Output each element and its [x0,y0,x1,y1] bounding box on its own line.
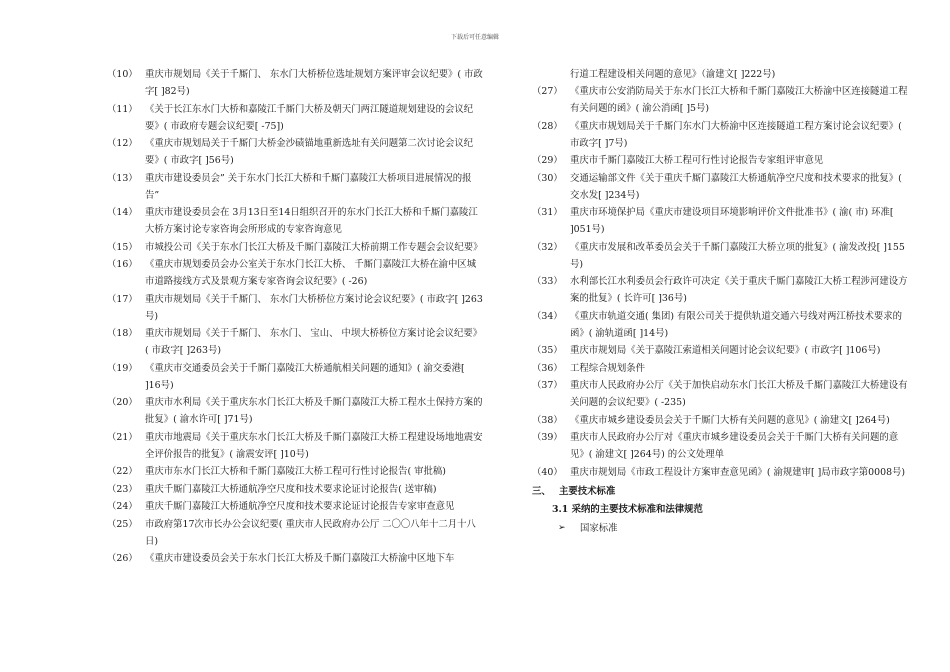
section-title: 主要技术标准 [559,485,616,497]
reference-text: 《重庆市规划委员会办公室关于东水门长江大桥、 千厮门嘉陵江大桥在渝中区城市道路接线方式及景观方案专家咨询会议纪要》( -26) [145,259,477,287]
reference-item [532,239,908,273]
reference-text: 重庆市环境保护局《重庆市建设项目环境影响评价文件批准书》( 渝( 市) 环准[ ]051号) [570,207,894,235]
reference-text: 工程综合规划条件 [570,362,646,374]
reference-text: 重庆市千厮门嘉陵江大桥工程可行性讨论报告专家组评审意见 [570,155,824,166]
reference-item [107,394,483,428]
page-header: 下载后可任意编辑 [450,34,499,41]
reference-item [532,308,908,342]
reference-text: 重庆市建设委员会在 3月13日至14日组织召开的东水门长江大桥和千厮门嘉陵江大桥方案讨论专家咨询会所形成的专家咨询意见 [145,207,478,235]
reference-number: （22） [107,466,138,477]
reference-number: （14） [107,207,138,218]
right-item-list [532,83,908,481]
reference-number: （39） [532,432,563,443]
section-heading [532,483,908,500]
reference-text: 市城投公司《关于东水门长江大桥及千厮门嘉陵江大桥前期工作专题会会议纪要》 [145,241,483,253]
reference-item [532,412,908,429]
reference-text: 重庆市地震局《关于重庆东水门长江大桥及千厮门嘉陵江大桥工程建设场地地震安全评价报告的批复》( 渝震安评[ ]10号) [145,431,483,460]
reference-text: 重庆市人民政府办公厅《关于加快启动东水门长江大桥及千厮门嘉陵江大桥建设有关问题的会议纪要》( -235) [570,380,908,408]
reference-item [107,256,483,290]
bullet-text: 国家标准 [580,522,618,534]
reference-item [107,360,483,394]
reference-text: 重庆市水利局《关于重庆东水门长江大桥及千厮门嘉陵江大桥工程水土保持方案的批复》( 渝水许可[ ]71号) [145,397,483,425]
reference-text: 重庆市规划局《关于千厮门、 东水门大桥桥位方案讨论会议纪要》( 市政字[ ]263号) [145,293,483,322]
reference-item [107,170,483,204]
reference-text: 重庆市规划局《关于嘉陵江索道相关问题讨论会议纪要》( 市政字[ ]106号) [570,345,881,356]
reference-number: （19） [107,362,138,374]
reference-item [532,118,908,152]
reference-text: 重庆市规划局《市政工程设计方案审查意见函》( 渝规建审[ ]局市政字第0008号) [570,466,906,478]
reference-number: （10） [107,69,138,80]
reference-text: 《重庆市城乡建设委员会关于千厮门大桥有关问题的意见》( 渝建文[ ]264号) [570,414,890,426]
reference-text: 《重庆市轨道交通( 集团) 有限公司关于提供轨道交通六号线对两江桥技术要求的函》( 渝轨道函[ ]14号) [570,310,903,339]
reference-item [107,239,483,256]
subsection-heading: 3.1 采纳的主要技术标准和法律规范 [552,503,703,515]
reference-item [107,481,483,498]
reference-item [532,360,908,377]
reference-text: 《重庆市规划局关于千厮门大桥金沙碛锚地重新选址有关问题第二次讨论会议纪要》( 市政字[ ]56号) [145,138,474,166]
reference-number: （25） [107,518,138,530]
reference-text: 《重庆市建设委员会关于东水门长江大桥及千厮门嘉陵江大桥渝中区地下车 [145,553,455,564]
continued-item-text: 行道工程建设相关问题的意见》（渝建文[ ]222号) [570,69,776,80]
right-column [532,66,908,537]
reference-item [532,464,908,481]
reference-item [532,83,908,117]
reference-item [107,325,483,359]
reference-number: （24） [107,501,138,512]
reference-number: （35） [532,345,563,356]
reference-number: （13） [107,172,138,184]
reference-number: （33） [532,276,563,287]
reference-item [107,135,483,169]
reference-number: （26） [107,553,138,564]
reference-text: 市政府第17次市长办公会议纪要( 重庆市人民政府办公厅 二〇〇八年十二月十八日) [145,518,476,547]
reference-item [532,377,908,411]
reference-number: （31） [532,207,563,218]
reference-text: 重庆千厮门嘉陵江大桥通航净空尺度和技术要求论证讨论报告专家审查意见 [145,501,455,512]
reference-item [107,66,483,100]
reference-number: （28） [532,120,563,132]
reference-item [532,152,908,169]
reference-item [107,291,483,325]
reference-text: 重庆千厮门嘉陵江大桥通航净空尺度和技术要求论证讨论报告( 送审稿) [145,483,437,495]
reference-number: （16） [107,259,138,270]
reference-item [532,170,908,204]
reference-item [107,429,483,463]
reference-number: （27） [532,86,563,97]
reference-number: （17） [107,293,138,305]
reference-item [107,550,483,567]
reference-text: 《重庆市公安消防局关于东水门长江大桥和千厮门嘉陵江大桥渝中区连接隧道工程有关问题的函》( 渝公消函[ ]5号) [570,86,908,114]
reference-number: （20） [107,397,138,408]
left-column [107,66,483,568]
reference-item [532,429,908,463]
reference-item [107,101,483,135]
reference-number: （37） [532,380,563,391]
bullet-item [532,520,908,537]
reference-item [532,342,908,359]
reference-text: 《重庆市交通委员会关于千厮门嘉陵江大桥通航相关问题的通知》( 渝交委港[ ]16号) [145,362,465,391]
reference-item [107,204,483,238]
reference-number: （23） [107,483,138,495]
reference-text: 重庆市建设委员会” 关于东水门长江大桥和千厮门嘉陵江大桥项目进展情况的报告” [145,172,472,201]
reference-text: 重庆市规划局《关于千厮门、 东水门大桥桥位选址规划方案评审会议纪要》( 市政字[ ]82号) [145,69,483,97]
reference-text: 重庆市规划局《关于千厮门、 东水门、 宝山、 中坝大桥桥位方案讨论会议纪要》( 市政字[ ]263号) [145,328,483,356]
reference-number: （40） [532,466,563,478]
reference-text: 《重庆市发展和改革委员会关于千厮门嘉陵江大桥立项的批复》( 渝发改投[ ]155号) [570,241,905,270]
reference-number: （38） [532,414,563,426]
reference-item [532,273,908,307]
reference-item [107,516,483,550]
reference-number: （11） [107,103,138,115]
reference-number: （29） [532,155,563,166]
reference-number: （18） [107,328,138,339]
section-number: 三、 [532,485,551,497]
reference-text: 重庆市人民政府办公厅对《重庆市城乡建设委员会关于千厮门大桥有关问题的意见》( 渝建文[ ]264号) 的公文处理单 [570,432,899,460]
reference-number: （21） [107,431,138,443]
reference-item [107,463,483,480]
reference-number: （12） [107,138,138,149]
reference-text: 《重庆市规划局关于千厮门东水门大桥渝中区连接隧道工程方案讨论会议纪要》( 市政字[ ]7号) [570,120,902,149]
reference-number: （36） [532,362,563,374]
reference-number: （30） [532,172,563,184]
reference-text: 水利部长江水利委员会行政许可决定《关于重庆千厮门嘉陵江大桥工程涉河建设方案的批复》( 长许可[ ]36号) [570,276,908,304]
reference-text: 交通运输部文件《关于重庆千厮门嘉陵江大桥通航净空尺度和技术要求的批复》( 交水发[ ]234号) [570,172,902,201]
reference-number: （15） [107,241,138,253]
reference-number: （32） [532,241,563,253]
reference-item [532,204,908,238]
arrow-bullet-icon: ➢ [558,522,566,533]
reference-text: 重庆市东水门长江大桥和千厮门嘉陵江大桥工程可行性讨论报告( 审批稿) [145,466,446,477]
reference-text: 《关于长江东水门大桥和嘉陵江千厮门大桥及朝天门两江隧道规划建设的会议纪要》( 市政府专题会议纪要[ -75]) [145,103,474,132]
reference-item [107,498,483,515]
reference-number: （34） [532,310,563,322]
